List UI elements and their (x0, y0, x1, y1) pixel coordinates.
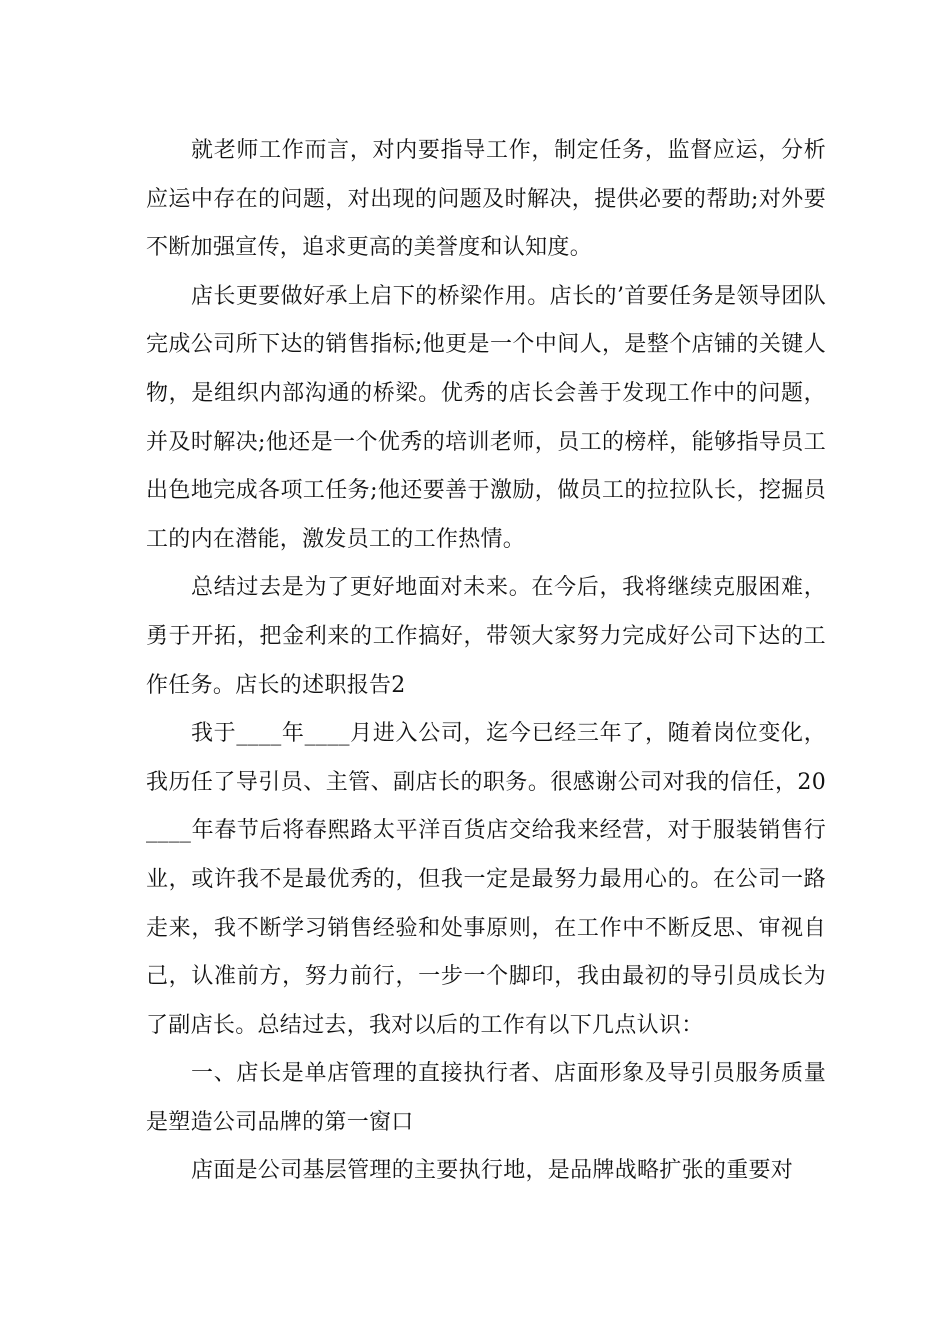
paragraph-1: 就老师工作而言，对内要指导工作，制定任务，监督应运，分析应运中存在的问题，对出现的问题及时解决，提供必要的帮助;对外要不断加强宣传，追求更高的美誉度和认知度。 (146, 138, 826, 261)
paragraph-4: 我于____年____月进入公司，迄今已经三年了，随着岗位变化，我历任了导引员、主管、副店长的职务。很感谢公司对我的信任，20____年春节后将春熙路太平洋百货店交给我来经营，对于服装销售行业，或许我不是最优秀的，但我一定是最努力最用心的。在公司一路走来，我不断学习销售经验和处事原则，在工作中不断反思、审视自己，认准前方，努力前行，一步一个脚印，我由最初的导引员成长为了副店长。总结过去，我对以后的工作有以下几点认识： (146, 721, 826, 1038)
document-body (146, 127, 826, 1196)
paragraph-5: 一、店长是单店管理的直接执行者、店面形象及导引员服务质量是塑造公司品牌的第一窗口 (146, 1061, 826, 1135)
paragraph-2: 店长更要做好承上启下的桥梁作用。店长的’首要任务是领导团队完成公司所下达的销售指标;他更是一个中间人，是整个店铺的关键人物，是组织内部沟通的桥梁。优秀的店长会善于发现工作中的问题，并及时解决;他还是一个优秀的培训老师，员工的榜样，能够指导员工出色地完成各项工任务;他还要善于激励，做员工的拉拉队长，挖掘员工的内在潜能，激发员工的工作热情。 (146, 283, 826, 552)
paragraph-3: 总结过去是为了更好地面对未来。在今后，我将继续克服困难，勇于开拓，把金利来的工作搞好，带领大家努力完成好公司下达的工作任务。店长的述职报告2 (146, 575, 826, 698)
paragraph-6: 店面是公司基层管理的主要执行地，是品牌战略扩张的重要对 (191, 1158, 794, 1184)
